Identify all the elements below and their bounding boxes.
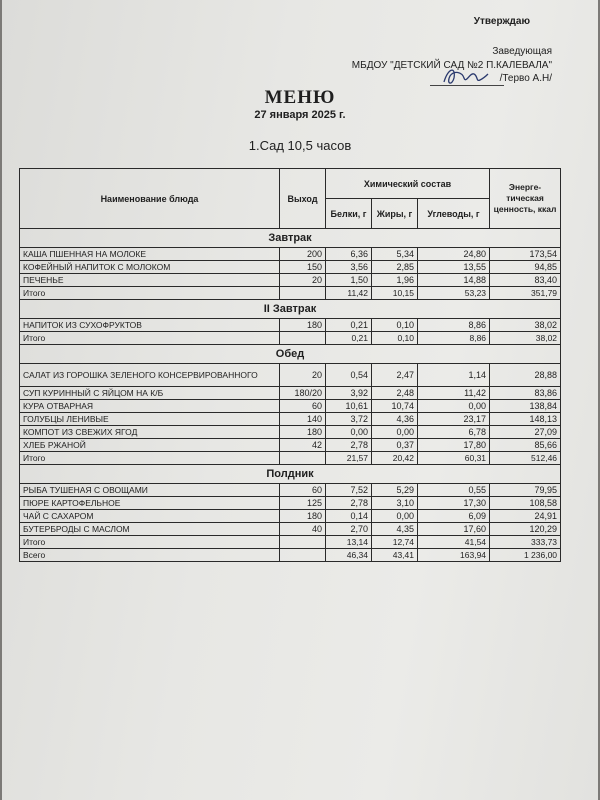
dish-protein: 2,78 <box>326 497 372 510</box>
dish-energy: 85,66 <box>490 439 561 452</box>
grand-total-energy: 1 236,00 <box>490 549 561 562</box>
total-row <box>20 287 561 300</box>
dish-carbs: 0,00 <box>418 400 490 413</box>
dish-fat: 2,85 <box>372 261 418 274</box>
total-fat: 20,42 <box>372 452 418 465</box>
grand-total-row <box>20 549 561 562</box>
total-energy: 38,02 <box>490 332 561 345</box>
dish-carbs: 17,60 <box>418 523 490 536</box>
dish-energy: 79,95 <box>490 484 561 497</box>
dish-name: ПЕЧЕНЬЕ <box>20 274 280 287</box>
dish-energy: 148,13 <box>490 413 561 426</box>
section-title: II Завтрак <box>20 300 561 319</box>
section-title: Полдник <box>20 465 561 484</box>
dish-protein: 3,72 <box>326 413 372 426</box>
col-energy: Энерге-тическая ценность, ккал <box>490 169 561 229</box>
dish-fat: 0,10 <box>372 319 418 332</box>
dish-protein: 0,54 <box>326 364 372 387</box>
col-chem: Химический состав <box>326 169 490 199</box>
col-yield: Выход <box>280 169 326 229</box>
dish-name: ГОЛУБЦЫ ЛЕНИВЫЕ <box>20 413 280 426</box>
dish-carbs: 6,78 <box>418 426 490 439</box>
dish-energy: 138,84 <box>490 400 561 413</box>
dish-energy: 83,40 <box>490 274 561 287</box>
dish-yield: 200 <box>280 248 326 261</box>
total-protein: 21,57 <box>326 452 372 465</box>
total-row <box>20 536 561 549</box>
dish-fat: 0,37 <box>372 439 418 452</box>
total-carbs: 41,54 <box>418 536 490 549</box>
dish-name: СУП КУРИННЫЙ С ЯЙЦОМ НА К/Б <box>20 387 280 400</box>
dish-fat: 3,10 <box>372 497 418 510</box>
table-row <box>20 387 561 400</box>
table-row <box>20 510 561 523</box>
total-label: Итого <box>20 452 280 465</box>
dish-energy: 120,29 <box>490 523 561 536</box>
table-row <box>20 426 561 439</box>
table-row <box>20 439 561 452</box>
dish-yield: 180 <box>280 510 326 523</box>
dish-name: КУРА ОТВАРНАЯ <box>20 400 280 413</box>
table-row <box>20 523 561 536</box>
total-carbs: 8,86 <box>418 332 490 345</box>
menu-date: 27 января 2025 г. <box>254 109 346 121</box>
dish-fat: 0,00 <box>372 510 418 523</box>
total-fat: 12,74 <box>372 536 418 549</box>
dish-name: ЧАЙ С САХАРОМ <box>20 510 280 523</box>
dish-carbs: 17,30 <box>418 497 490 510</box>
grand-total-carbs: 163,94 <box>418 549 490 562</box>
total-carbs: 53,23 <box>418 287 490 300</box>
total-protein: 0,21 <box>326 332 372 345</box>
total-fat: 0,10 <box>372 332 418 345</box>
dish-protein: 7,52 <box>326 484 372 497</box>
dish-fat: 5,29 <box>372 484 418 497</box>
dish-fat: 4,36 <box>372 413 418 426</box>
table-row <box>20 248 561 261</box>
dish-protein: 0,00 <box>326 426 372 439</box>
grand-total-fat: 43,41 <box>372 549 418 562</box>
dish-name: НАПИТОК ИЗ СУХОФРУКТОВ <box>20 319 280 332</box>
dish-energy: 173,54 <box>490 248 561 261</box>
dish-carbs: 24,80 <box>418 248 490 261</box>
table-row <box>20 364 561 387</box>
grand-total-protein: 46,34 <box>326 549 372 562</box>
section-title: Обед <box>20 345 561 364</box>
dish-name: КОМПОТ ИЗ СВЕЖИХ ЯГОД <box>20 426 280 439</box>
dish-carbs: 23,17 <box>418 413 490 426</box>
dish-yield: 180 <box>280 426 326 439</box>
organization-name: МБДОУ "ДЕТСКИЙ САД №2 П.КАЛЕВАЛА" <box>351 60 552 71</box>
dish-yield: 60 <box>280 484 326 497</box>
col-dish: Наименование блюда <box>20 169 280 229</box>
dish-yield: 140 <box>280 413 326 426</box>
section-title: Завтрак <box>20 229 561 248</box>
dish-yield: 150 <box>280 261 326 274</box>
dish-carbs: 1,14 <box>418 364 490 387</box>
dish-yield: 180 <box>280 319 326 332</box>
total-energy: 512,46 <box>490 452 561 465</box>
total-label: Итого <box>20 287 280 300</box>
document-page <box>2 0 598 800</box>
total-energy: 351,79 <box>490 287 561 300</box>
dish-energy: 83,86 <box>490 387 561 400</box>
total-row <box>20 452 561 465</box>
dish-fat: 5,34 <box>372 248 418 261</box>
group-label: 1.Сад 10,5 часов <box>248 138 352 153</box>
head-position: Заведующая <box>492 46 552 57</box>
table-row <box>20 319 561 332</box>
dish-name: БУТЕРБРОДЫ С МАСЛОМ <box>20 523 280 536</box>
total-fat: 10,15 <box>372 287 418 300</box>
table-row <box>20 413 561 426</box>
dish-yield: 20 <box>280 364 326 387</box>
dish-fat: 0,00 <box>372 426 418 439</box>
dish-protein: 1,50 <box>326 274 372 287</box>
dish-carbs: 13,55 <box>418 261 490 274</box>
total-label: Итого <box>20 332 280 345</box>
dish-energy: 24,91 <box>490 510 561 523</box>
dish-protein: 3,56 <box>326 261 372 274</box>
col-protein: Белки, г <box>326 199 372 229</box>
dish-fat: 2,47 <box>372 364 418 387</box>
dish-fat: 1,96 <box>372 274 418 287</box>
col-fat: Жиры, г <box>372 199 418 229</box>
dish-name: ПЮРЕ КАРТОФЕЛЬНОЕ <box>20 497 280 510</box>
dish-yield: 60 <box>280 400 326 413</box>
signature-name: /Терво А.Н/ <box>499 73 552 84</box>
total-row <box>20 332 561 345</box>
dish-yield: 125 <box>280 497 326 510</box>
dish-carbs: 8,86 <box>418 319 490 332</box>
total-protein: 11,42 <box>326 287 372 300</box>
dish-name: КАША ПШЕННАЯ НА МОЛОКЕ <box>20 248 280 261</box>
menu-body <box>20 229 561 562</box>
dish-protein: 10,61 <box>326 400 372 413</box>
total-carbs: 60,31 <box>418 452 490 465</box>
dish-fat: 4,35 <box>372 523 418 536</box>
total-energy: 333,73 <box>490 536 561 549</box>
handwritten-signature <box>440 62 490 90</box>
dish-yield: 180/20 <box>280 387 326 400</box>
page-title: МЕНЮ <box>264 87 336 108</box>
dish-name: РЫБА ТУШЕНАЯ С ОВОЩАМИ <box>20 484 280 497</box>
dish-name: ХЛЕБ РЖАНОЙ <box>20 439 280 452</box>
dish-carbs: 17,80 <box>418 439 490 452</box>
table-row <box>20 274 561 287</box>
dish-carbs: 0,55 <box>418 484 490 497</box>
dish-protein: 3,92 <box>326 387 372 400</box>
col-carbs: Углеводы, г <box>418 199 490 229</box>
approve-label: Утверждаю <box>473 16 530 27</box>
dish-yield: 40 <box>280 523 326 536</box>
dish-energy: 108,58 <box>490 497 561 510</box>
dish-name: КОФЕЙНЫЙ НАПИТОК С МОЛОКОМ <box>20 261 280 274</box>
table-row <box>20 261 561 274</box>
dish-energy: 38,02 <box>490 319 561 332</box>
menu-table <box>19 168 561 562</box>
total-label: Итого <box>20 536 280 549</box>
dish-carbs: 14,88 <box>418 274 490 287</box>
dish-protein: 0,21 <box>326 319 372 332</box>
dish-protein: 2,78 <box>326 439 372 452</box>
dish-protein: 6,36 <box>326 248 372 261</box>
dish-carbs: 11,42 <box>418 387 490 400</box>
dish-energy: 94,85 <box>490 261 561 274</box>
dish-fat: 10,74 <box>372 400 418 413</box>
table-row <box>20 484 561 497</box>
dish-fat: 2,48 <box>372 387 418 400</box>
dish-protein: 2,70 <box>326 523 372 536</box>
table-row <box>20 400 561 413</box>
dish-yield: 20 <box>280 274 326 287</box>
dish-energy: 27,09 <box>490 426 561 439</box>
dish-energy: 28,88 <box>490 364 561 387</box>
dish-protein: 0,14 <box>326 510 372 523</box>
dish-name: САЛАТ ИЗ ГОРОШКА ЗЕЛЕНОГО КОНСЕРВИРОВАННОГО <box>20 364 280 387</box>
dish-yield: 42 <box>280 439 326 452</box>
grand-total-label: Всего <box>20 549 280 562</box>
total-protein: 13,14 <box>326 536 372 549</box>
table-row <box>20 497 561 510</box>
dish-carbs: 6,09 <box>418 510 490 523</box>
